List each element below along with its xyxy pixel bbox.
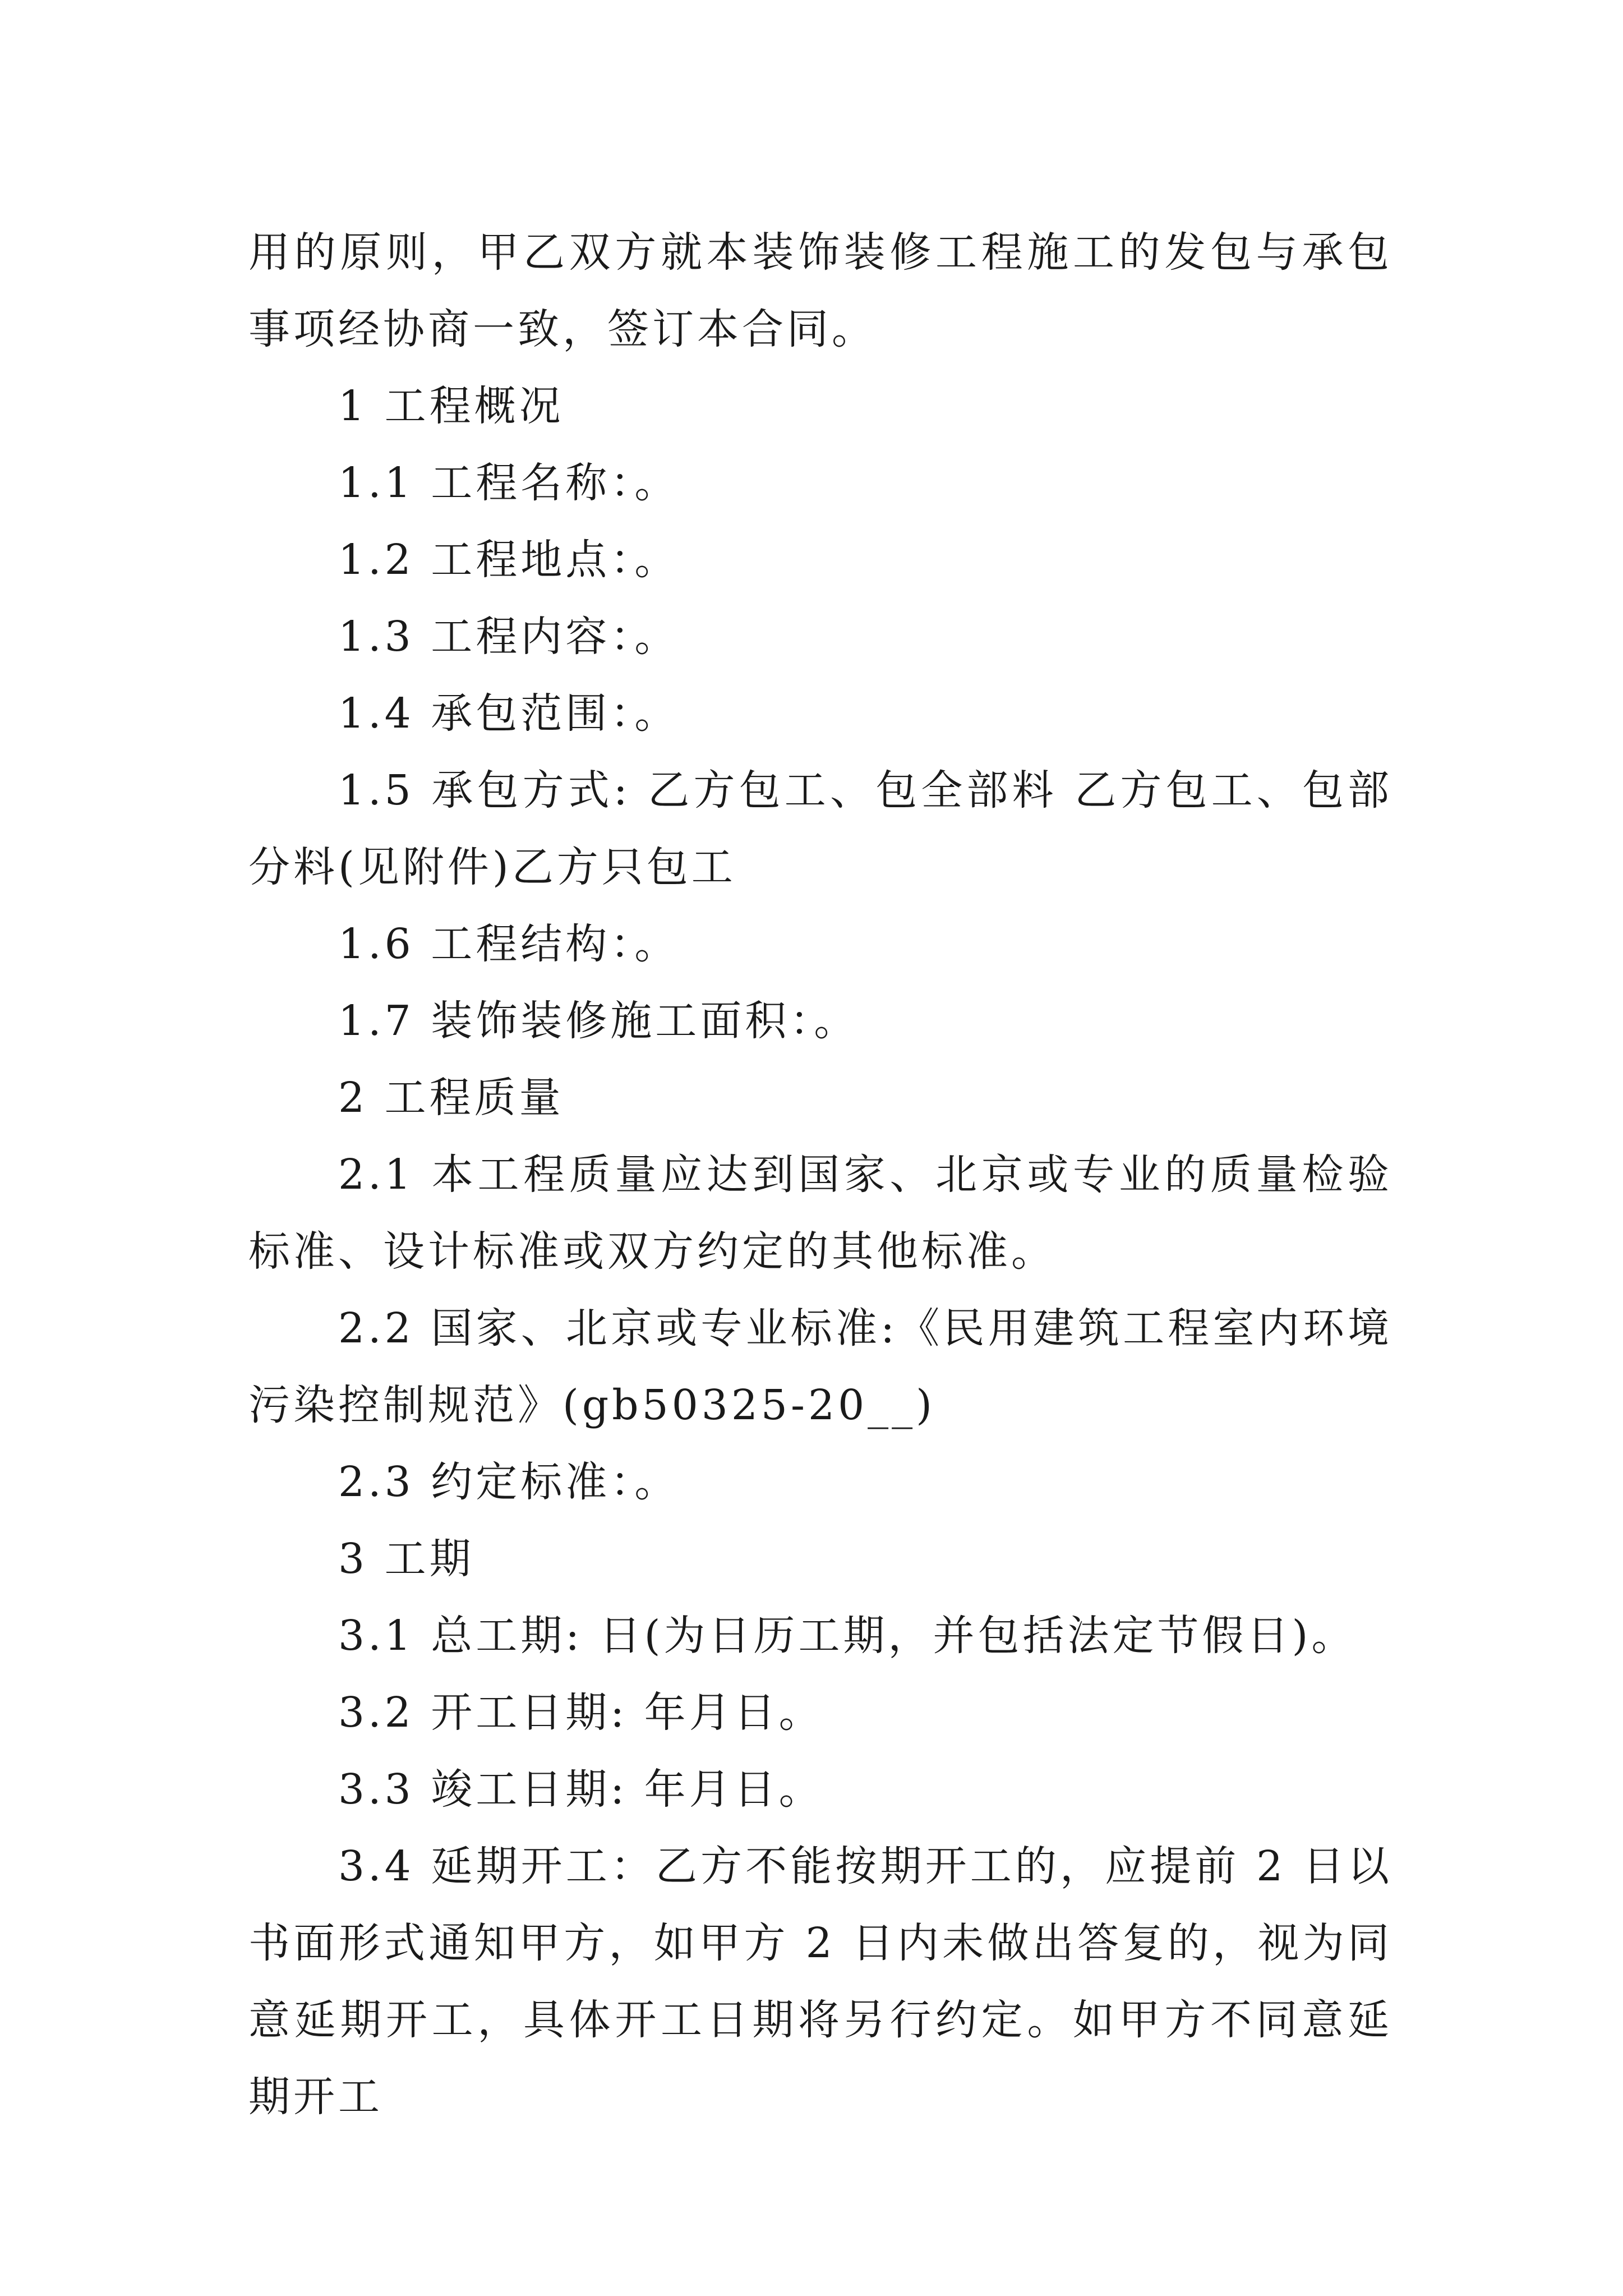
section-heading: 2 工程质量 <box>338 1074 564 1122</box>
clause: 1.6 工程结构：。 <box>338 920 680 968</box>
clause: 1.7 装饰装修施工面积：。 <box>338 997 859 1045</box>
clause: 3.1 总工期: 日(为日历工期，并包括法定节假日)。 <box>338 1612 1357 1660</box>
clause: 1.1 工程名称：。 <box>338 459 680 507</box>
clause: 2.2 国家、北京或专业标准:《民用建筑工程室内环境污染控制规范》(gb50325-20__) <box>248 1304 1393 1429</box>
clause: 2.3 约定标准：。 <box>338 1458 680 1506</box>
clause: 1.2 工程地点：。 <box>338 536 680 584</box>
section-heading: 1 工程概况 <box>338 382 564 430</box>
clause: 3.3 竣工日期: 年月日。 <box>338 1765 824 1814</box>
clause: 1.3 工程内容：。 <box>338 613 680 661</box>
clause: 2.1 本工程质量应达到国家、北京或专业的质量检验标准、设计标准或双方约定的其他标准。 <box>248 1151 1393 1276</box>
section-heading: 3 工期 <box>338 1535 474 1583</box>
clause: 1.5 承包方式: 乙方包工、包全部料 乙方包工、包部分料(见附件)乙方只包工 <box>248 766 1393 891</box>
clause: 3.2 开工日期: 年月日。 <box>338 1688 824 1737</box>
clause: 1.4 承包范围：。 <box>338 689 680 738</box>
paragraph: 用的原则，甲乙双方就本装饰装修工程施工的发包与承包事项经协商一致，签订本合同。 <box>248 228 1393 353</box>
clause: 3.4 延期开工：乙方不能按期开工的，应提前 2 日以书面形式通知甲方，如甲方 2 日内未做出答复的，视为同意延期开工，具体开工日期将另行约定。如甲方不同意延期开工 <box>248 1842 1393 2121</box>
document-body <box>248 214 1393 2136</box>
